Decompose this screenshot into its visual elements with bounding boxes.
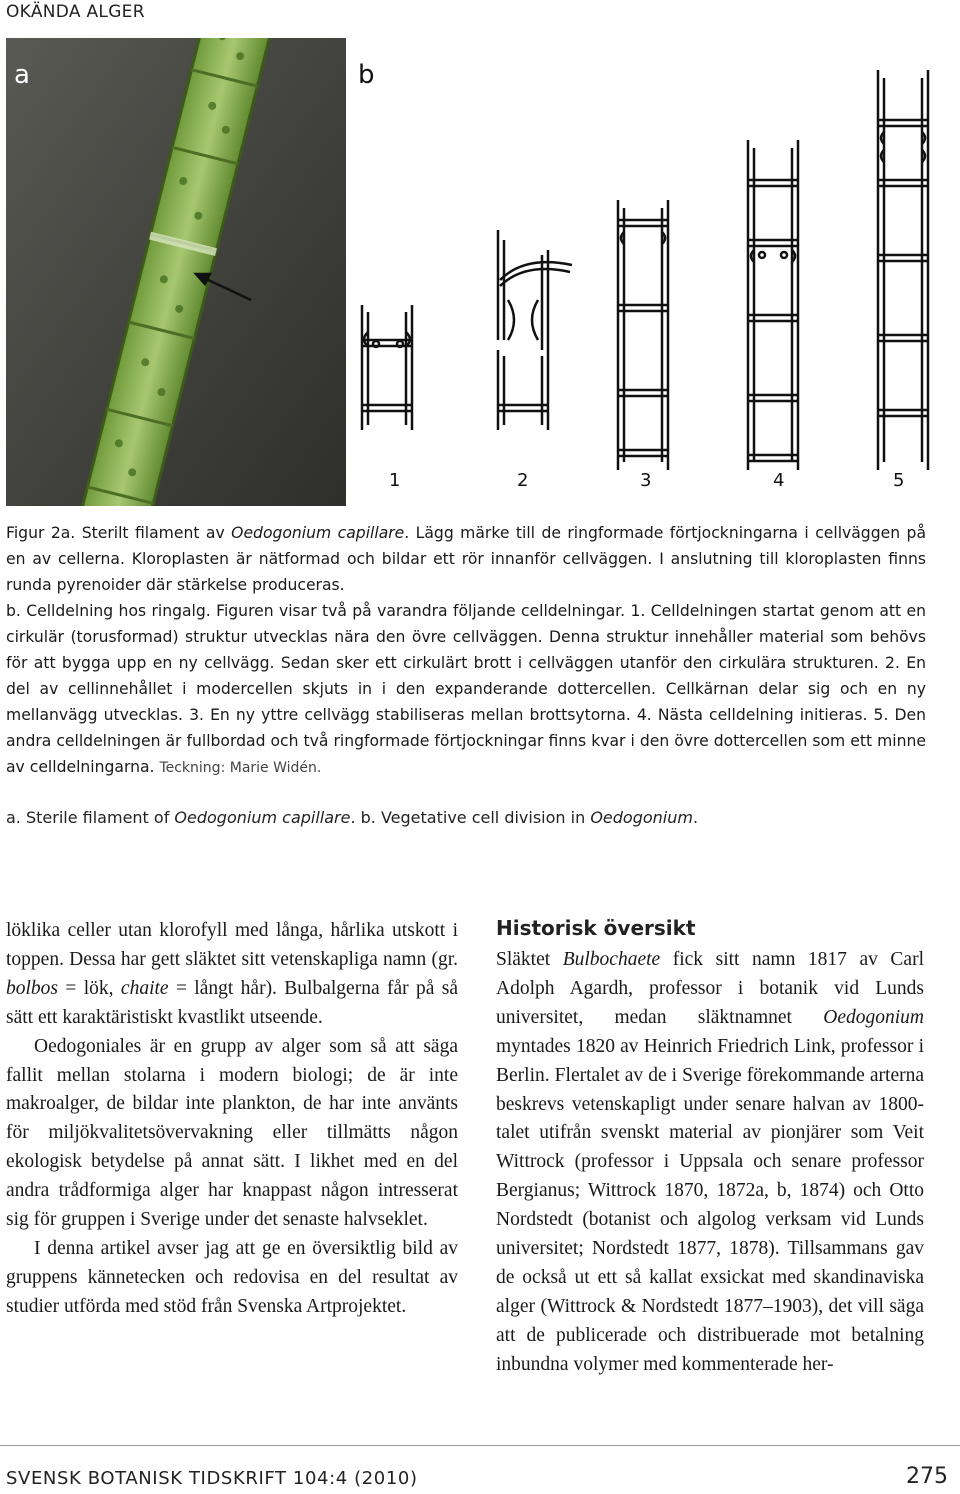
body-paragraph: I denna artikel avser jag att ge en översiktlig bild av gruppens kännetecken och redovisa en del resultat av studier utförda med stöd från Svenska Artprojektet. [6,1237,458,1317]
stage-number-5: 5 [893,470,905,491]
page-number: 275 [906,1464,948,1489]
panel-label-a: a [14,60,30,90]
cell-division-drawing [350,50,950,505]
section-heading: Historisk översikt [496,916,696,940]
journal-citation: SVENSK BOTANISK TIDSKRIFT 104:4 (2010) [6,1468,418,1489]
stage-3-drawing [618,200,668,470]
stage-1-drawing [362,305,412,430]
panel-label-b: b [358,60,375,90]
body-column-right [496,946,924,1380]
figure-caption-english: a. Sterile filament of Oedogonium capillare. b. Vegetative cell division in Oedogonium. [6,808,699,827]
filament-micrograph [6,38,346,506]
running-head: OKÄNDA ALGER [6,2,145,22]
caption-paragraph-b: b. Celldelning hos ringalg. Figuren visar två på varandra följande celldelningar. 1. Celldelningen startat genom att en cirkulär (torusformad) struktur utvecklas nära den övre cellväggen. Denna struktur innehåller material som behövs för att bygga upp en ny cellvägg. Sedan sker ett cirkulärt brott i cellväggen utanför den cirkulära strukturen. 2. En del av cellinnehållet i modercellen skjuts in i den expanderande dottercellen. Cellkärnan delar sig och en ny mellanvägg utvecklas. 3. En ny yttre cellvägg stabiliseras mellan brottsytorna. 4. Nästa celldelning initieras. 5. Den andra celldelningen är fullbordad och två ringformade förtjockningar finns kvar i den övre dottercellen som ett minne av celldelningarna. Teckning: Marie Widén. [6,602,926,776]
footer-divider [0,1445,960,1446]
stage-number-2: 2 [517,470,529,491]
figure-caption [6,520,926,781]
drawing-credit: Teckning: Marie Widén. [159,760,322,776]
body-column-left [6,917,458,1322]
stage-4-drawing [748,140,798,470]
stage-2-drawing [498,230,572,430]
species-name: Oedogonium capillare [231,524,405,542]
caption-paragraph-a: Figur 2a. Sterilt filament av Oedogonium capillare. Lägg märke till de ringformade förtjockningarna i cellväggen på en av cellerna. Kloroplasten är nätformad och bildar ett rör innanför cellväggen. I anslutning till kloroplasten finns runda pyrenoider där stärkelse produceras. [6,524,926,594]
body-paragraph: Oedogoniales är en grupp av alger som så att säga fallit mellan stolarna i modern biologi; de är inte makroalger, de bildar inte plankton, de har inte använts för miljökvalitetsövervakning eller tillmätts någon ekologisk betydelse på annat sätt. I likhet med en del andra trådformiga alger har knappast någon intresserat sig för gruppen i Sverige under det senaste halvseklet. [6,1035,458,1231]
body-paragraph: löklika celler utan klorofyll med långa, hårlika utskott i toppen. Dessa har gett släktet sitt vetenskapliga namn (gr. bolbos = lök, chaite = långt hår). Bulbalgerna får på så sätt ett karaktäristiskt kvastlikt utseende. [6,920,458,1028]
stage-5-drawing [878,70,928,470]
stage-number-3: 3 [640,470,652,491]
stage-number-4: 4 [773,470,785,491]
body-paragraph: Släktet Bulbochaete fick sitt namn 1817 av Carl Adolph Agardh, professor i botanik vid Lunds universitet, medan släktnamnet Oedogonium myntades 1820 av Heinrich Friedrich Link, professor i Berlin. Flertalet av de i Sverige förekommande arterna beskrevs vetenskapligt under senare halvan av 1800-talet utifrån svenskt material av pionjärer som Veit Wittrock (professor i Uppsala och senare professor Bergianus; Wittrock 1870, 1872a, b, 1874) och Otto Nordstedt (botanist och algolog verksam vid Lunds universitet; Nordstedt 1877, 1878). Tillsammans gav de också ut ett så kallat exsickat med skandinaviska alger (Wittrock & Nordstedt 1877–1903), det vill säga att de publicerade och distribuerade mot betalning inbundna volymer med kommenterade her- [496,949,924,1375]
stage-number-1: 1 [389,470,401,491]
